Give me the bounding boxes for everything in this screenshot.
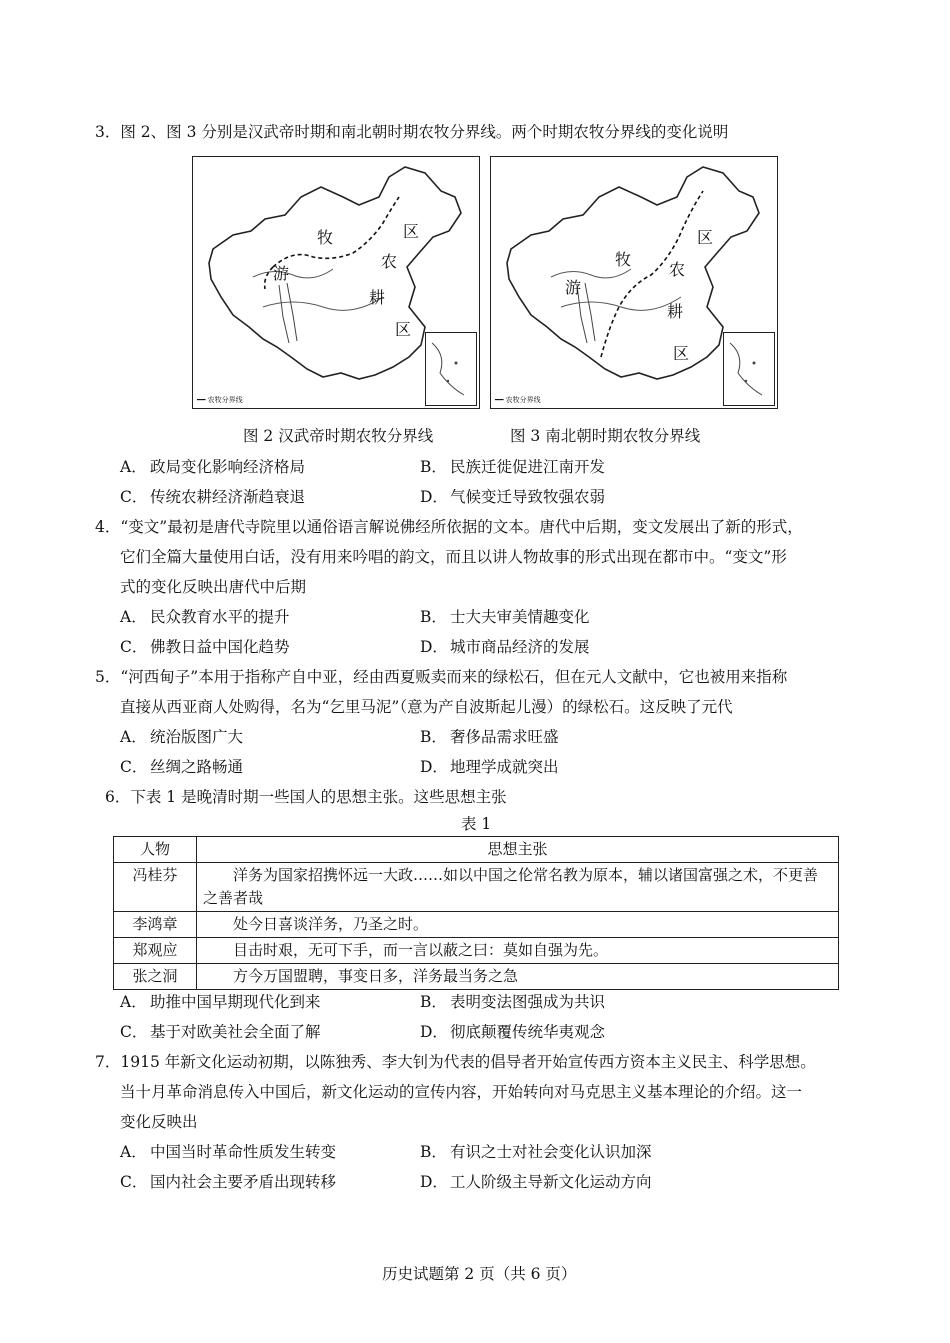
ideas-table <box>113 836 839 990</box>
map2-label-nong: 农 <box>381 252 398 271</box>
q5-option-b[interactable]: B． 奢侈品需求旺盛 <box>420 728 559 746</box>
map3-caption: 图 3 南北朝时期农牧分界线 <box>510 427 701 445</box>
q4-option-d[interactable]: D． 城市商品经济的发展 <box>420 638 590 656</box>
idea-text: 处今日喜谈洋务，乃圣之时。 <box>197 912 839 938</box>
q5-stem-line2: 直接从西亚商人处购得，名为“乞里马泥”（意为产自波斯起儿漫）的绿松石。这反映了元代 <box>120 698 733 716</box>
person-name: 张之洞 <box>114 964 197 990</box>
map2-label-you: 游 <box>273 264 290 283</box>
q4-option-b[interactable]: B． 士大夫审美情趣变化 <box>420 608 590 626</box>
map3-label-qu1: 区 <box>697 228 714 247</box>
q7-stem-line3: 变化反映出 <box>120 1113 198 1131</box>
map2-caption: 图 2 汉武帝时期农牧分界线 <box>243 427 434 445</box>
q6-option-c[interactable]: C． 基于对欧美社会全面了解 <box>120 1023 321 1041</box>
person-name: 李鸿章 <box>114 912 197 938</box>
q5-option-d[interactable]: D． 地理学成就突出 <box>420 758 559 776</box>
q4-stem-line1: 4．“变文”最初是唐代寺院里以通俗语言解说佛经所依据的文本。唐代中后期，变文发展出了新的形式， <box>95 518 803 536</box>
table-title: 表 1 <box>461 815 492 833</box>
table-header-row <box>114 837 839 863</box>
map2-label-qu2: 区 <box>395 320 412 339</box>
map3-legend: ━━ 农牧分界线 <box>495 396 541 404</box>
q3-option-b[interactable]: B． 民族迁徙促进江南开发 <box>420 458 606 476</box>
idea-text: 目击时艰，无可下手，而一言以蔽之曰：莫如自强为先。 <box>197 938 839 964</box>
table-header-idea: 思想主张 <box>197 837 839 863</box>
q5-stem-line1: 5．“河西甸子”本用于指称产自中亚，经由西夏贩卖而来的绿松石，但在元人文献中，它也被用来指称 <box>95 668 788 686</box>
map3-label-nong: 农 <box>669 260 686 279</box>
map2-legend: ━━ 农牧分界线 <box>197 396 243 404</box>
q3-option-a[interactable]: A． 政局变化影响经济格局 <box>120 458 306 476</box>
q5-option-c[interactable]: C． 丝绸之路畅通 <box>120 758 244 776</box>
map-figure-3 <box>490 156 778 409</box>
q6-stem: 6．下表 1 是晚清时期一些国人的思想主张。这些思想主张 <box>105 788 507 806</box>
table-header-person: 人物 <box>114 837 197 863</box>
idea-text: 方今万国盟聘，事变日多，洋务最当务之急 <box>197 964 839 990</box>
q5-option-a[interactable]: A． 统治版图广大 <box>120 728 244 746</box>
q7-option-c[interactable]: C． 国内社会主要矛盾出现转移 <box>120 1173 337 1191</box>
table-row <box>114 912 839 938</box>
page-footer: 历史试题第 2 页（共 6 页） <box>382 1265 577 1283</box>
map3-label-geng: 耕 <box>667 302 684 321</box>
map3-label-you: 游 <box>565 278 582 297</box>
idea-text: 洋务为国家招携怀远一大政……如以中国之伦常名教为原本，辅以诸国富强之术，不更善之善者哉 <box>197 863 839 912</box>
map3-inset <box>723 332 775 406</box>
table-row <box>114 964 839 990</box>
q4-option-c[interactable]: C． 佛教日益中国化趋势 <box>120 638 290 656</box>
table-row <box>114 863 839 912</box>
map2-label-geng: 耕 <box>369 288 386 307</box>
person-name: 郑观应 <box>114 938 197 964</box>
q4-stem-line2: 它们全篇大量使用白话，没有用来吟唱的韵文，而且以讲人物故事的形式出现在都市中。“变文”形 <box>120 548 787 566</box>
q4-option-a[interactable]: A． 民众教育水平的提升 <box>120 608 290 626</box>
q7-stem-line1: 7．1915 年新文化运动初期，以陈独秀、李大钊为代表的倡导者开始宣传西方资本主义民主、科学思想。 <box>95 1053 816 1071</box>
q3-option-c[interactable]: C． 传统农耕经济渐趋衰退 <box>120 488 306 506</box>
q6-option-d[interactable]: D． 彻底颠覆传统华夷观念 <box>420 1023 606 1041</box>
table-row <box>114 938 839 964</box>
q6-option-a[interactable]: A． 助推中国早期现代化到来 <box>120 993 321 1011</box>
q6-option-b[interactable]: B． 表明变法图强成为共识 <box>420 993 606 1011</box>
map3-label-qu2: 区 <box>673 344 690 363</box>
map2-label-mu: 牧 <box>317 228 334 247</box>
map2-label-qu1: 区 <box>403 222 420 241</box>
map3-label-mu: 牧 <box>615 250 632 269</box>
q7-option-b[interactable]: B． 有识之士对社会变化认识加深 <box>420 1143 652 1161</box>
q3-stem: 3．图 2、图 3 分别是汉武帝时期和南北朝时期农牧分界线。两个时期农牧分界线的变化说明 <box>95 123 729 141</box>
q7-option-a[interactable]: A． 中国当时革命性质发生转变 <box>120 1143 337 1161</box>
person-name: 冯桂芬 <box>114 863 197 912</box>
q7-option-d[interactable]: D． 工人阶级主导新文化运动方向 <box>420 1173 652 1191</box>
q4-stem-line3: 式的变化反映出唐代中后期 <box>120 578 307 596</box>
map2-inset <box>425 332 477 406</box>
map-figure-2 <box>192 156 480 409</box>
q3-option-d[interactable]: D． 气候变迁导致牧强农弱 <box>420 488 606 506</box>
q7-stem-line2: 当十月革命消息传入中国后，新文化运动的宣传内容，开始转向对马克思主义基本理论的介绍。这一 <box>120 1083 803 1101</box>
